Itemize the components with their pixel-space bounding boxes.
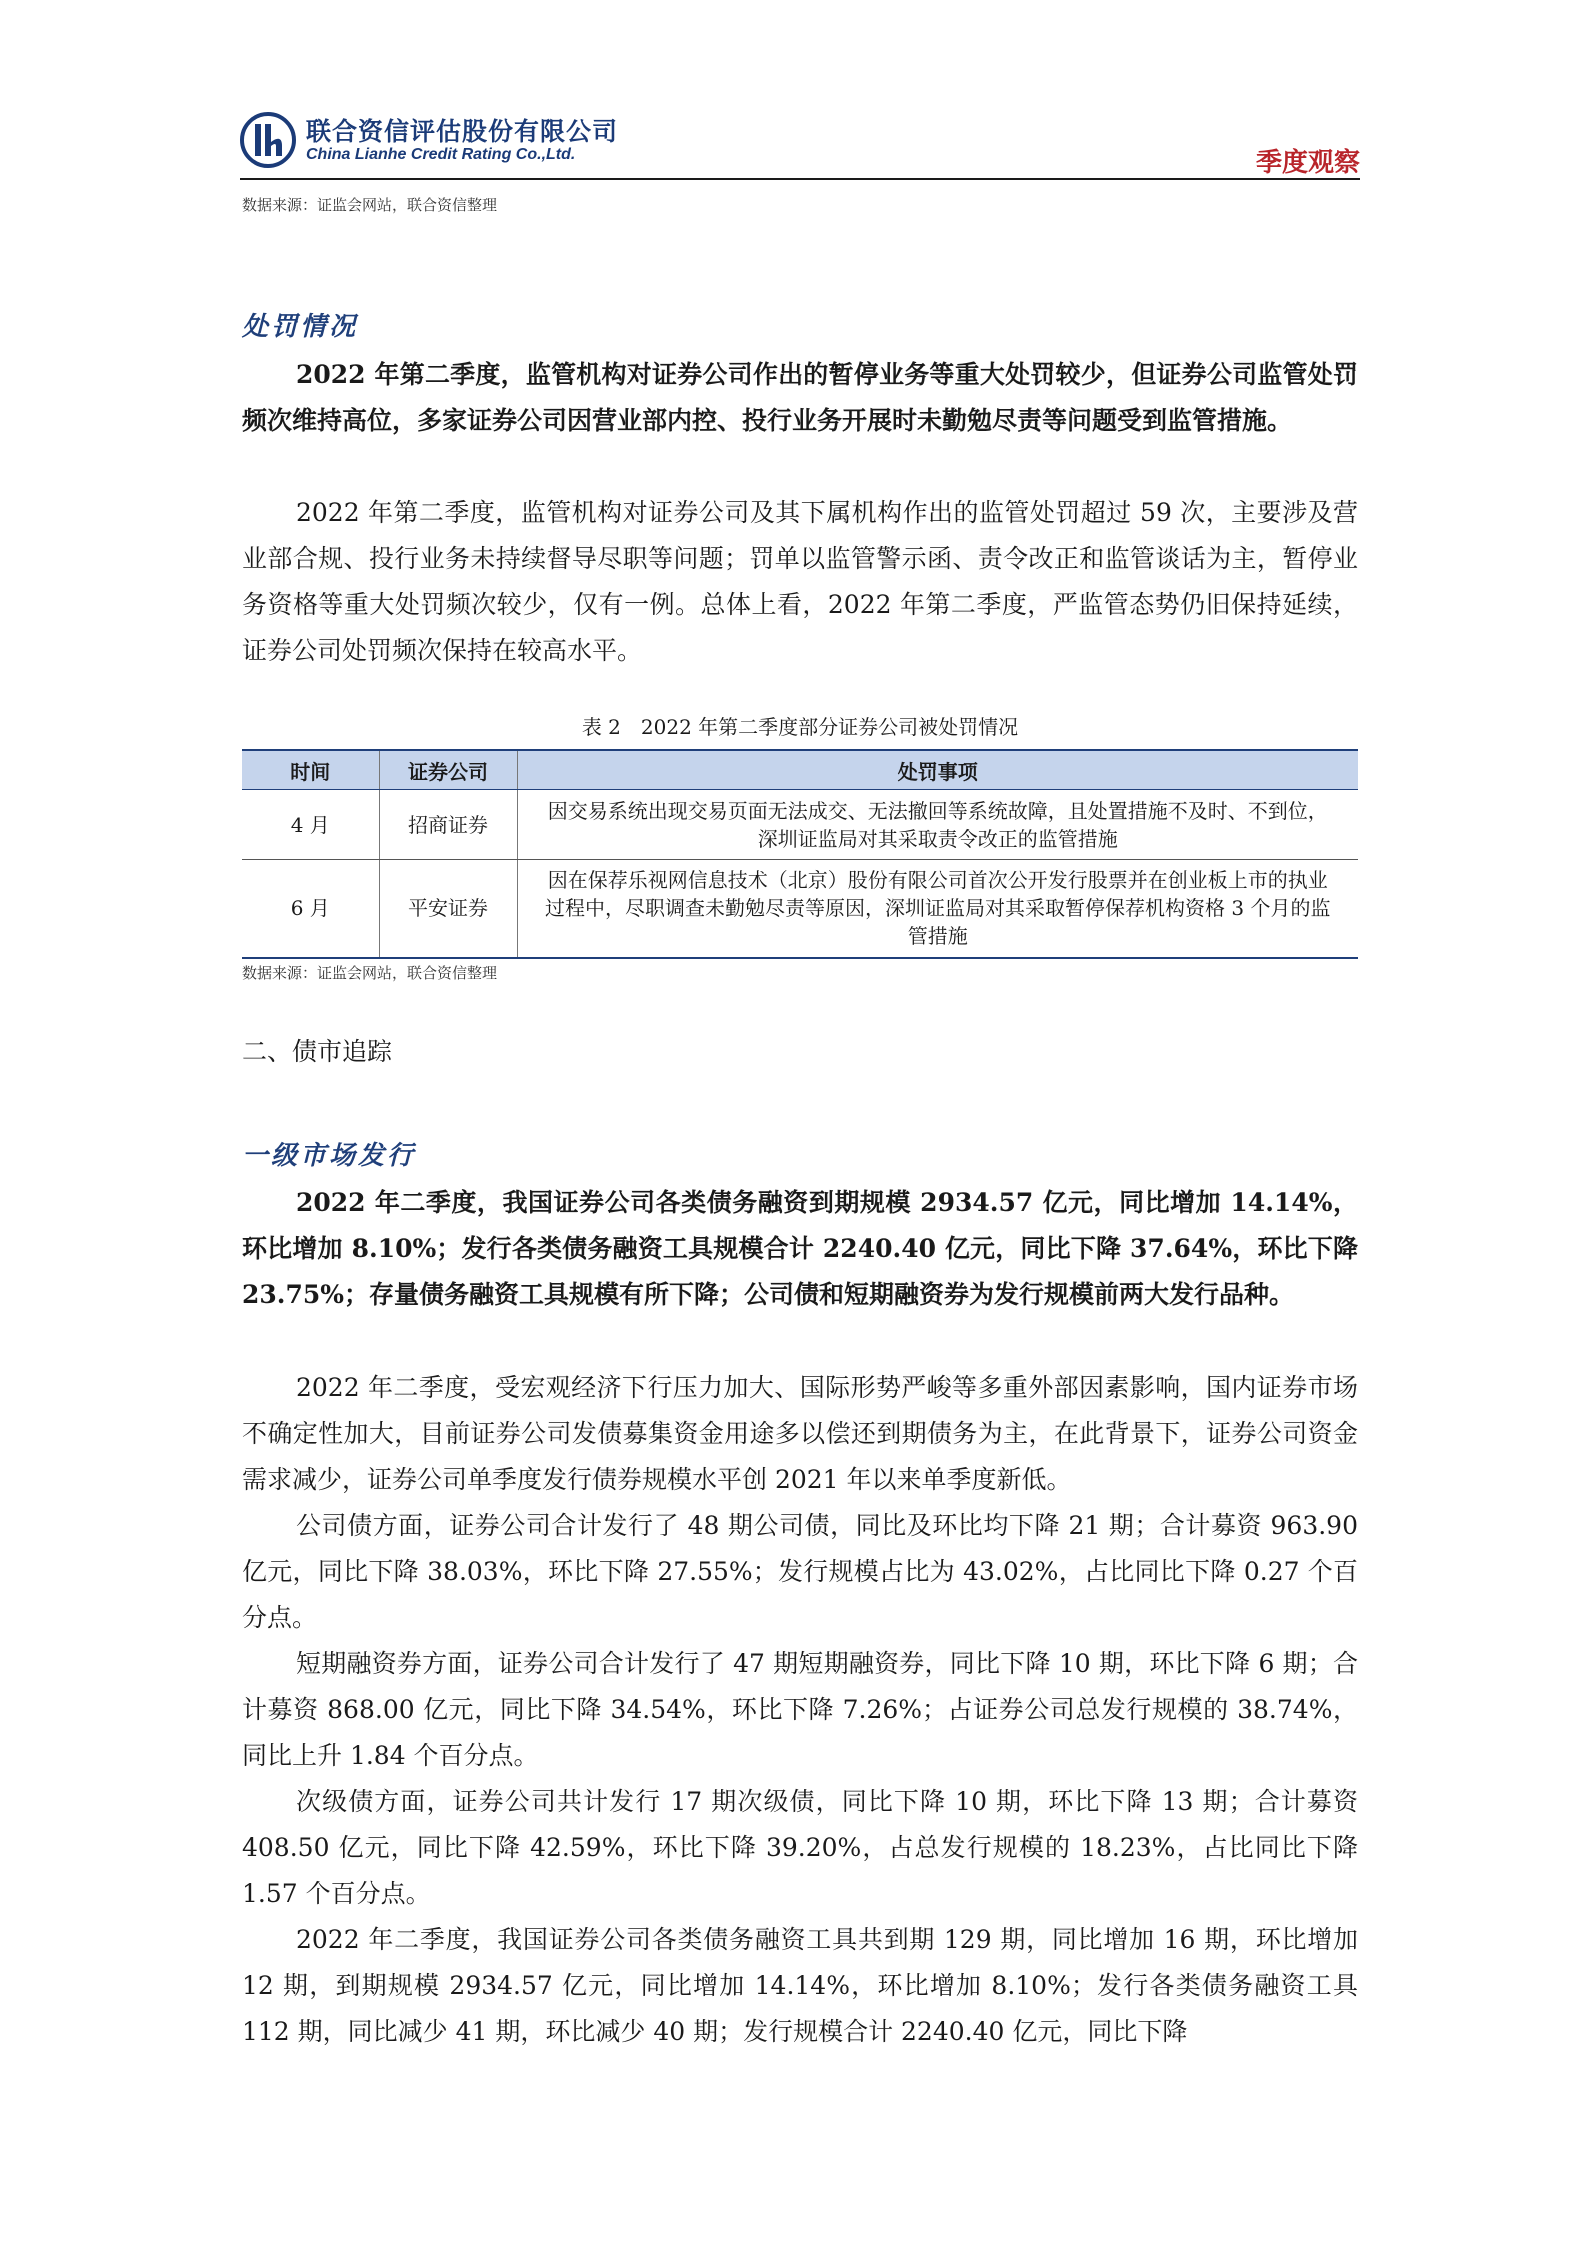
cell-detail: 因交易系统出现交易页面无法成交、无法撤回等系统故障，且处置措施不及时、不到位，深圳证监局对其采取责令改正的监管措施 [517, 790, 1358, 860]
report-type-tag: 季度观察 [1255, 148, 1360, 178]
table-source-note: 数据来源：证监会网站，联合资信整理 [242, 964, 498, 982]
column-header-company: 证券公司 [379, 750, 517, 790]
table-header-row [242, 750, 1358, 790]
table-caption: 表 2 2022 年第二季度部分证券公司被处罚情况 [581, 715, 1019, 739]
cell-time: 4 月 [242, 790, 379, 860]
data-source-note: 数据来源：证监会网站，联合资信整理 [242, 196, 498, 214]
company-name-en: China Lianhe Credit Rating Co.,Ltd. [306, 146, 576, 163]
cell-company: 招商证券 [379, 790, 517, 860]
penalty-table [242, 749, 1358, 959]
company-name-cn: 联合资信评估股份有限公司 [306, 117, 619, 146]
table-row [242, 860, 1358, 958]
penalty-section-title: 处罚情况 [242, 312, 359, 342]
body-paragraph-corporate-bonds: 公司债方面，证券公司合计发行了 48 期公司债，同比及环比均下降 21 期；合计募资 963.90 亿元，同比下降 38.03%，环比下降 27.55%；发行规模占比为 43.02%，占比同比下降 0.27 个百分点。 [242, 1511, 1358, 1632]
body-paragraph-macro: 2022 年二季度，受宏观经济下行压力加大、国际形势严峻等多重外部因素影响，国内证券市场不确定性加大，目前证券公司发债募集资金用途多以偿还到期债务为主，在此背景下，证券公司资金需求减少，证券公司单季度发行债券规模水平创 2021 年以来单季度新低。 [242, 1373, 1358, 1494]
body-paragraph-maturity-summary: 2022 年二季度，我国证券公司各类债务融资工具共到期 129 期，同比增加 16 期，环比增加 12 期，到期规模 2934.57 亿元，同比增加 14.14%，环比增加 8.10%；发行各类债务融资工具 112 期，同比减少 41 期，环比减少 40 期；发行规模合计 2240.40 亿元，同比下降 [242, 1925, 1358, 2046]
cell-time: 6 月 [242, 860, 379, 958]
cell-detail: 因在保荐乐视网信息技术（北京）股份有限公司首次公开发行股票并在创业板上市的执业过程中，尽职调查未勤勉尽责等原因，深圳证监局对其采取暂停保荐机构资格 3 个月的监管措施 [517, 860, 1358, 958]
body-paragraph-short-term-notes: 短期融资券方面，证券公司合计发行了 47 期短期融资券，同比下降 10 期，环比下降 6 期；合计募资 868.00 亿元，同比下降 34.54%，环比下降 7.26%；占证券公司总发行规模的 38.74%，同比上升 1.84 个百分点。 [242, 1649, 1358, 1770]
penalty-summary-paragraph: 2022 年第二季度，监管机构对证券公司作出的暂停业务等重大处罚较少，但证券公司监管处罚频次维持高位，多家证券公司因营业部内控、投行业务开展时未勤勉尽责等问题受到监管措施。 [242, 360, 1358, 435]
penalty-body-paragraph: 2022 年第二季度，监管机构对证券公司及其下属机构作出的监管处罚超过 59 次，主要涉及营业部合规、投行业务未持续督导尽职等问题；罚单以监管警示函、责令改正和监管谈话为主，暂停业务资格等重大处罚频次较少，仅有一例。总体上看，2022 年第二季度，严监管态势仍旧保持延续，证券公司处罚频次保持在较高水平。 [242, 498, 1358, 665]
table-row [242, 790, 1358, 860]
body-paragraph-subordinated-bonds: 次级债方面，证券公司共计发行 17 期次级债，同比下降 10 期，环比下降 13 期；合计募资 408.50 亿元，同比下降 42.59%，环比下降 39.20%，占总发行规模的 18.23%，占比同比下降 1.57 个百分点。 [242, 1787, 1358, 1908]
page-header [240, 108, 1360, 178]
header-divider [240, 178, 1360, 180]
column-header-detail: 处罚事项 [517, 750, 1358, 790]
column-header-time: 时间 [242, 750, 379, 790]
primary-market-summary-paragraph: 2022 年二季度，我国证券公司各类债务融资到期规模 2934.57 亿元，同比增加 14.14%，环比增加 8.10%；发行各类债务融资工具规模合计 2240.40 亿元，同比下降 37.64%，环比下降 23.75%；存量债务融资工具规模有所下降；公司债和短期融资券为发行规模前两大发行品种。 [242, 1188, 1358, 1309]
company-logo-icon [240, 112, 296, 168]
primary-market-section-title: 一级市场发行 [242, 1141, 417, 1171]
chapter-title: 二、债市追踪 [242, 1037, 393, 1066]
cell-company: 平安证券 [379, 860, 517, 958]
